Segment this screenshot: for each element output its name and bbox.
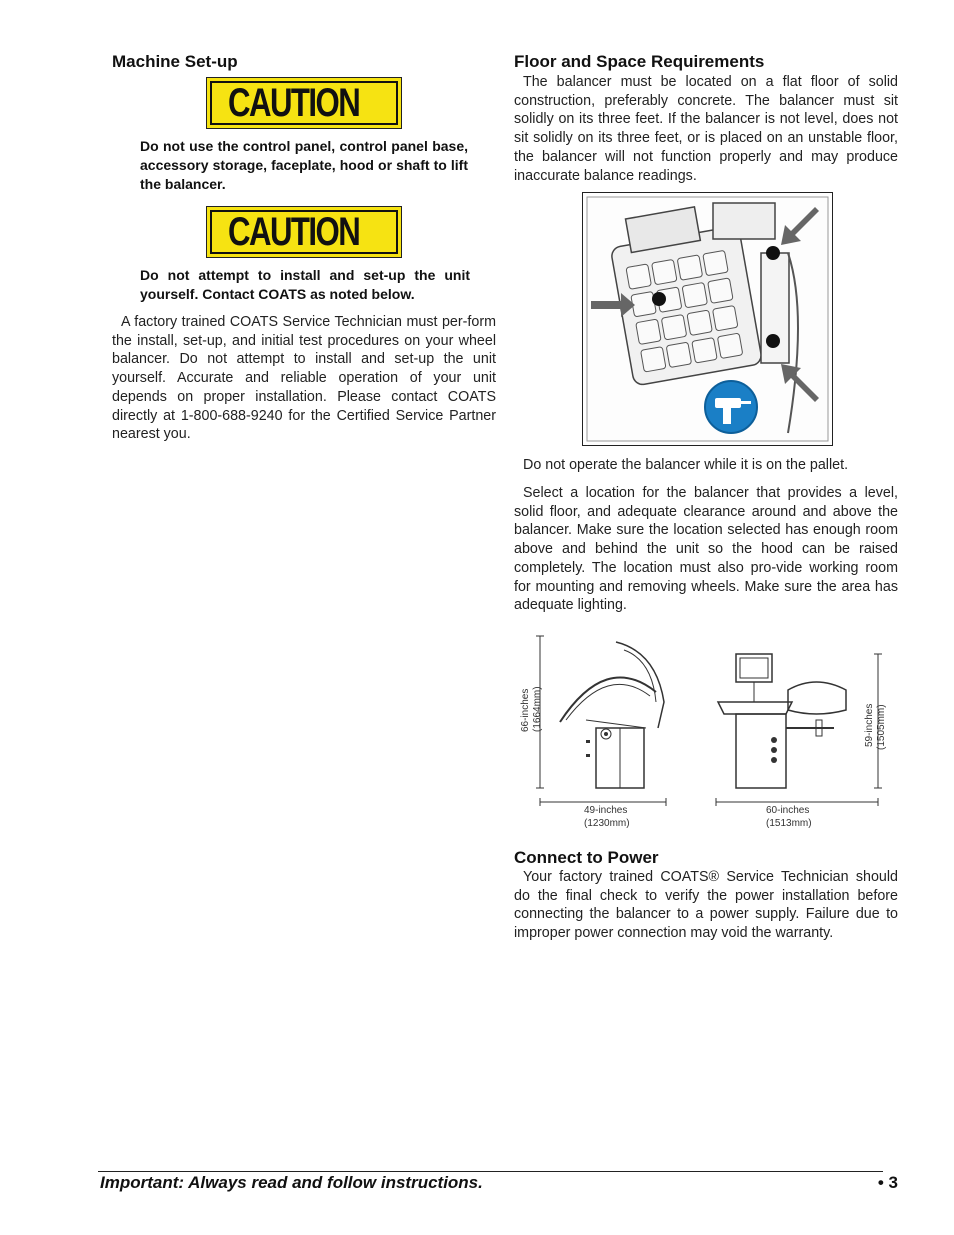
caution-word-2: CAUTION (228, 210, 360, 254)
balancer-top-view-illustration (583, 193, 832, 445)
side-height-mm-label: (1664mm) (532, 686, 543, 732)
front-height-label: 59-inches (864, 703, 875, 747)
machine-setup-heading: Machine Set-up (112, 52, 238, 71)
floor-paragraph-2: Select a location for the balancer that provides a level, solid floor, and adequate clearance around and above the balancer. Make sure the location selected has enough room above and behind the unit so the hood can be raised completely. The location must also pro-vide working room for mounting and removing wheels. Make sure the area has adequate lighting. (514, 485, 898, 614)
floor-space-heading: Floor and Space Requirements (514, 52, 765, 71)
side-height-label: 66-inches (520, 688, 531, 732)
dimension-drawings (516, 632, 898, 832)
connect-power-heading: Connect to Power (514, 848, 659, 867)
depth-label: 49-inches (584, 805, 628, 816)
footer-instruction: Important: Always read and follow instructions. (100, 1173, 483, 1192)
balancer-dimension-illustration (516, 632, 898, 832)
caution-label-2 (206, 206, 402, 258)
width-label: 60-inches (766, 805, 810, 816)
pallet-note: Do not operate the balancer while it is on the pallet. (523, 457, 849, 473)
footer-rule (98, 1171, 883, 1172)
width-mm-label: (1513mm) (766, 818, 812, 829)
connect-power-paragraph: Your factory trained COATS® Service Technician should do the final check to verify the power installation before connecting the balancer to a power supply. Failure due to improper power connection may void the warranty. (514, 869, 898, 942)
page-number: • 3 (877, 1173, 898, 1192)
depth-mm-label: (1230mm) (584, 818, 630, 829)
floor-paragraph-1: The balancer must be located on a flat floor of solid construction, preferably concrete. The balancer must sit solidly on its three feet. If the balancer is not level, does not sit solidly on its three feet, or is placed on an unstable floor, the balancer will not function properly and may produce inaccurate balance readings. (514, 74, 898, 184)
setup-paragraph: A factory trained COATS Service Technician must per-form the install, set-up, and initial test procedures on your wheel balancer. Do not attempt to install and set-up the unit yourself. Accurate and reliable operation of your unit depends on proper installation. Please contact COATS directly at 1-800-688-9240 for the Certified Service Partner nearest you. (112, 314, 496, 443)
caution-word-1: CAUTION (228, 81, 360, 125)
caution-warning-2: Do not attempt to install and set-up the unit yourself. Contact COATS as noted below. (140, 267, 470, 302)
caution-label-1 (206, 77, 402, 129)
machine-setup-section (112, 52, 496, 72)
front-height-mm-label: (1505mm) (876, 704, 887, 750)
caution-warning-1: Do not use the control panel, control panel base, accessory storage, faceplate, hood or shaft to lift the balancer. (140, 138, 468, 192)
balancer-top-view-figure (582, 192, 833, 446)
